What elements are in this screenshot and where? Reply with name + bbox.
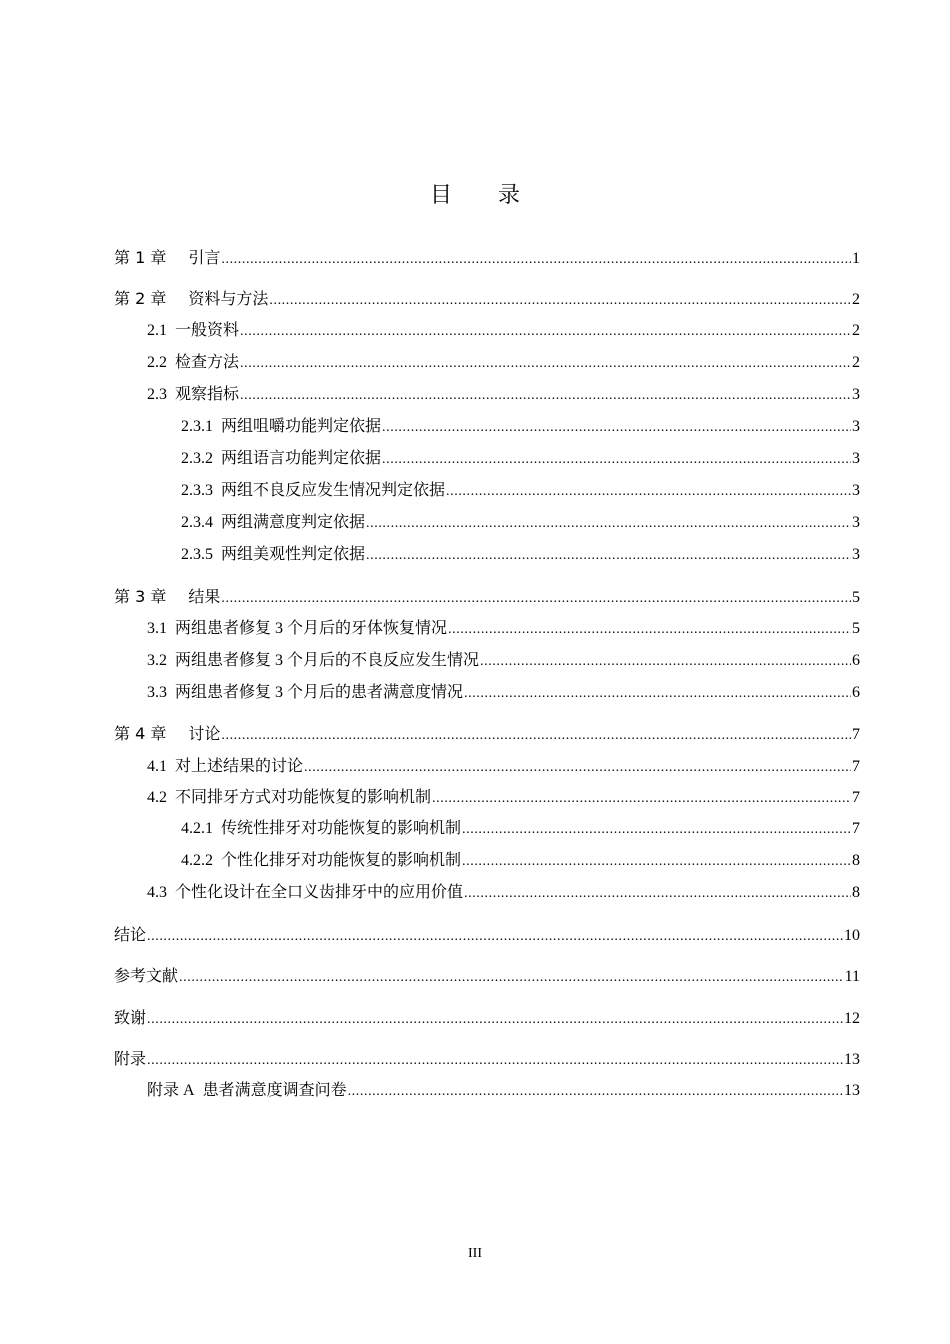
toc-entry-page: 5 [852, 589, 860, 606]
toc-entry-num: 4.3 [147, 884, 167, 901]
toc-leader-dots [366, 543, 851, 568]
toc-entry-page: 3 [852, 482, 860, 499]
toc-entry-label: 引言 [188, 248, 221, 267]
toc-entry-4-2-1[interactable] [181, 817, 860, 841]
toc-entry-2-2[interactable] [147, 351, 860, 375]
toc-entry-page: 6 [852, 652, 860, 669]
toc-leader-dots [240, 383, 851, 408]
toc-leader-dots [462, 849, 851, 874]
toc-entry-page: 13 [844, 1082, 860, 1099]
toc-entry-num: 第 4 章 [114, 724, 167, 743]
toc-entry-references[interactable] [114, 964, 860, 988]
toc-entry-label: 观察指标 [175, 386, 240, 403]
toc-leader-dots [240, 319, 851, 344]
toc-entry-chapter-4[interactable] [114, 722, 860, 746]
toc-entry-label: 两组患者修复 3 个月后的牙体恢复情况 [175, 620, 448, 637]
toc-entry-2-1[interactable] [147, 319, 860, 343]
toc-entry-page: 8 [852, 852, 860, 869]
toc-entry-page: 8 [852, 884, 860, 901]
toc-leader-dots [304, 755, 851, 780]
toc-leader-dots [221, 723, 851, 748]
toc-entry-3-2[interactable] [147, 649, 860, 673]
toc-entry-page: 7 [852, 758, 860, 775]
toc-entry-label: 传统性排牙对功能恢复的影响机制 [221, 820, 462, 837]
toc-entry-num: 第 1 章 [114, 248, 167, 267]
toc-entry-4-2-2[interactable] [181, 849, 860, 873]
toc-entry-page: 13 [844, 1051, 860, 1068]
toc-entry-num: 3.1 [147, 620, 167, 637]
toc-entry-2-3-4[interactable] [181, 511, 860, 535]
toc-leader-dots [480, 649, 851, 674]
toc-entry-num: 3.2 [147, 652, 167, 669]
toc-leader-dots [382, 415, 851, 440]
toc-entry-2-3-5[interactable] [181, 543, 860, 567]
toc-entry-page: 3 [852, 546, 860, 563]
toc-entry-label: 资料与方法 [188, 289, 269, 308]
toc-entry-page: 7 [852, 789, 860, 806]
toc-entry-label: 个性化排牙对功能恢复的影响机制 [221, 852, 462, 869]
toc-entry-chapter-1[interactable] [114, 246, 860, 270]
toc-leader-dots [179, 965, 844, 990]
toc-leader-dots [462, 817, 851, 842]
toc-entry-3-3[interactable] [147, 681, 860, 705]
toc-title-part2: 录 [498, 183, 521, 208]
toc-entry-label: 参考文献 [114, 966, 179, 985]
toc-leader-dots [269, 288, 851, 313]
toc-entry-label: 致谢 [114, 1008, 147, 1027]
toc-entry-page: 6 [852, 684, 860, 701]
toc-entry-label: 两组咀嚼功能判定依据 [221, 418, 382, 435]
toc-entry-chapter-3[interactable] [114, 585, 860, 609]
toc-entry-label: 两组美观性判定依据 [221, 546, 366, 563]
toc-leader-dots [348, 1079, 843, 1104]
toc-leader-dots [366, 511, 851, 536]
toc-entry-label: 附录 [114, 1049, 147, 1068]
toc-entry-2-3[interactable] [147, 383, 860, 407]
toc-leader-dots [240, 351, 851, 376]
toc-entry-label: 讨论 [188, 724, 221, 743]
toc-leader-dots [147, 1048, 843, 1073]
toc-entry-num: 4.1 [147, 758, 167, 775]
toc-entry-num: 2.3.2 [181, 450, 213, 467]
toc-entry-3-1[interactable] [147, 617, 860, 641]
toc-entry-num: 2.3.1 [181, 418, 213, 435]
toc-leader-dots [147, 1007, 843, 1032]
toc-entry-page: 2 [852, 322, 860, 339]
toc-entry-num: 2.2 [147, 354, 167, 371]
toc-leader-dots [147, 924, 843, 949]
toc-leader-dots [221, 247, 851, 272]
toc-entry-page: 2 [852, 354, 860, 371]
toc-entry-num: 4.2.2 [181, 852, 213, 869]
toc-entry-label: 两组患者修复 3 个月后的患者满意度情况 [175, 684, 464, 701]
toc-entry-2-3-1[interactable] [181, 415, 860, 439]
toc-entry-page: 7 [852, 726, 860, 743]
toc-entry-label: 一般资料 [175, 322, 240, 339]
toc-leader-dots [382, 447, 851, 472]
toc-entry-num: 2.3 [147, 386, 167, 403]
toc-entry-label: 个性化设计在全口义齿排牙中的应用价值 [175, 884, 464, 901]
toc-entry-page: 10 [844, 927, 860, 944]
toc-leader-dots [432, 786, 851, 811]
toc-entry-label: 不同排牙方式对功能恢复的影响机制 [175, 789, 432, 806]
toc-entry-num: 3.3 [147, 684, 167, 701]
toc-entry-4-3[interactable] [147, 881, 860, 905]
toc-entry-num: 4.2.1 [181, 820, 213, 837]
toc-entry-label: 检查方法 [175, 354, 240, 371]
toc-title-part1: 目 [429, 183, 452, 208]
toc-entry-page: 3 [852, 418, 860, 435]
toc-title [0, 178, 950, 209]
toc-entry-label: 两组满意度判定依据 [221, 514, 366, 531]
toc-entry-2-3-2[interactable] [181, 447, 860, 471]
toc-entry-num: 2.1 [147, 322, 167, 339]
toc-entry-label: 患者满意度调查问卷 [202, 1082, 347, 1099]
toc-entry-label: 两组患者修复 3 个月后的不良反应发生情况 [175, 652, 480, 669]
toc-leader-dots [448, 617, 851, 642]
toc-entry-label: 两组语言功能判定依据 [221, 450, 382, 467]
toc-leader-dots [464, 881, 851, 906]
toc-entry-chapter-2[interactable] [114, 287, 860, 311]
toc-entry-num: 2.3.3 [181, 482, 213, 499]
toc-leader-dots [464, 681, 851, 706]
toc-entry-conclusion[interactable] [114, 923, 860, 947]
toc-entry-page: 1 [852, 250, 860, 267]
toc-entry-page: 2 [852, 291, 860, 308]
toc-entry-page: 7 [852, 820, 860, 837]
toc-entry-page: 12 [844, 1010, 860, 1027]
toc-entry-num: 第 2 章 [114, 289, 167, 308]
toc-entry-num: 附录 A [147, 1082, 195, 1099]
toc-leader-dots [446, 479, 851, 504]
toc-entry-page: 5 [852, 620, 860, 637]
toc-entry-acknowledgements[interactable] [114, 1006, 860, 1030]
toc-entry-label: 对上述结果的讨论 [175, 758, 304, 775]
toc-entry-appendix[interactable] [114, 1047, 860, 1071]
toc-entry-label: 结论 [114, 925, 147, 944]
toc-entry-label: 结果 [188, 587, 221, 606]
toc-leader-dots [221, 586, 851, 611]
toc-entry-page: 3 [852, 386, 860, 403]
toc-entry-num: 2.3.5 [181, 546, 213, 563]
toc-entry-page: 3 [852, 450, 860, 467]
toc-entry-num: 4.2 [147, 789, 167, 806]
toc-entry-page: 3 [852, 514, 860, 531]
toc-entry-num: 2.3.4 [181, 514, 213, 531]
toc-entry-page: 11 [844, 968, 860, 985]
toc-entry-4-2[interactable] [147, 786, 860, 810]
toc-entry-label: 两组不良反应发生情况判定依据 [221, 482, 446, 499]
toc-entry-4-1[interactable] [147, 755, 860, 779]
toc-entry-num: 第 3 章 [114, 587, 167, 606]
page-number: III [468, 1246, 482, 1261]
toc-entry-appendix-a[interactable] [147, 1079, 860, 1103]
toc-entry-2-3-3[interactable] [181, 479, 860, 503]
